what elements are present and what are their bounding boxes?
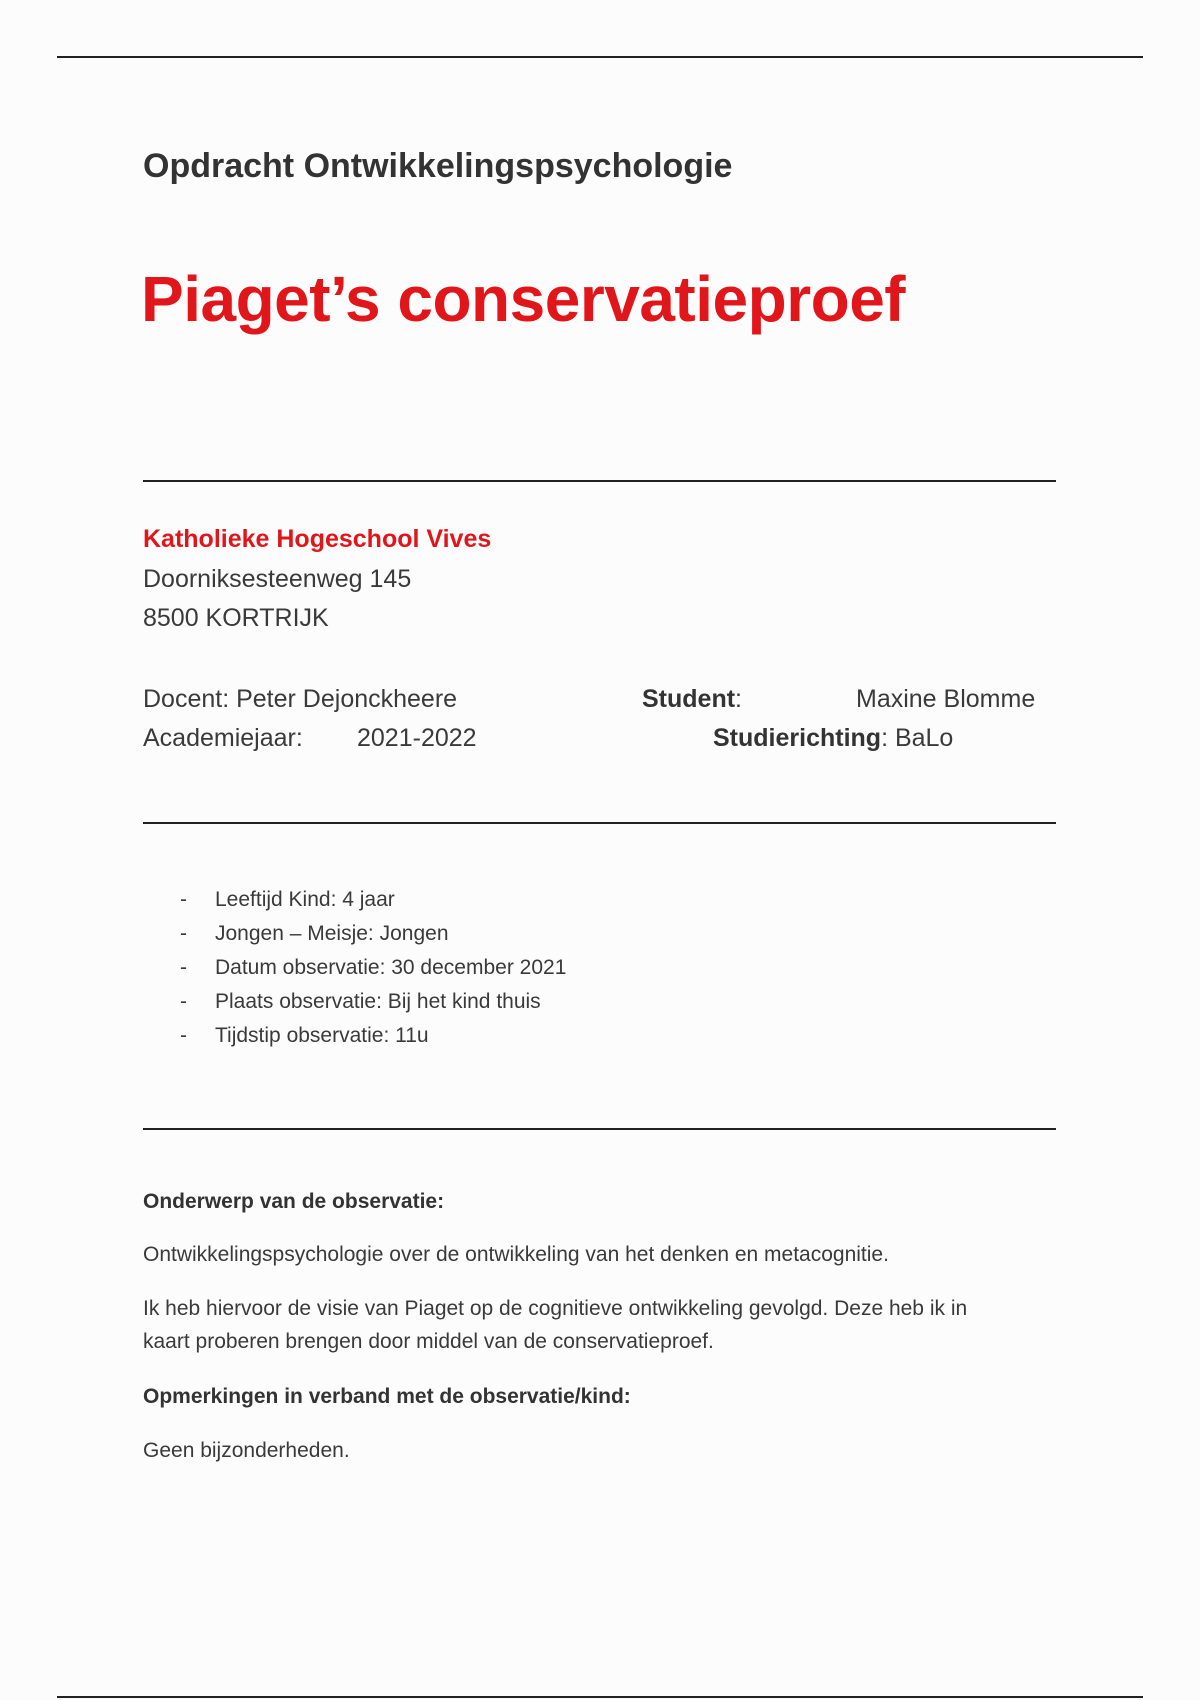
page-bottom-rule bbox=[57, 1696, 1143, 1698]
list-item bbox=[180, 885, 566, 919]
school-street: Doorniksesteenweg 145 bbox=[143, 565, 412, 593]
document-subtitle: Opdracht Ontwikkelingspsychologie bbox=[143, 147, 733, 185]
list-item bbox=[180, 1021, 566, 1055]
year-label: Academiejaar: bbox=[143, 724, 303, 752]
list-dash: - bbox=[180, 922, 187, 945]
list-item-text: Plaats observatie: Bij het kind thuis bbox=[215, 990, 541, 1013]
list-item-text: Leeftijd Kind: 4 jaar bbox=[215, 888, 395, 911]
student-value: Maxine Blomme bbox=[856, 685, 1036, 713]
year-value: 2021-2022 bbox=[357, 724, 477, 752]
section-heading-onderwerp: Onderwerp van de observatie: bbox=[143, 1190, 445, 1213]
student-label bbox=[642, 685, 742, 714]
paragraph-visie-line-2: kaart proberen brengen door middel van de conservatieproef. bbox=[143, 1330, 714, 1353]
divider-2 bbox=[143, 822, 1056, 824]
docent-line: Docent: Peter Dejonckheere bbox=[143, 685, 458, 713]
paragraph-visie bbox=[143, 1292, 1043, 1358]
school-name: Katholieke Hogeschool Vives bbox=[143, 525, 492, 553]
list-item bbox=[180, 953, 566, 987]
list-dash: - bbox=[180, 1024, 187, 1047]
list-dash: - bbox=[180, 990, 187, 1013]
page-top-rule bbox=[57, 56, 1143, 58]
list-dash: - bbox=[180, 888, 187, 911]
paragraph-onderwerp: Ontwikkelingspsychologie over de ontwikkeling van het denken en metacognitie. bbox=[143, 1243, 889, 1266]
divider-3 bbox=[143, 1128, 1056, 1130]
school-city: 8500 KORTRIJK bbox=[143, 604, 329, 632]
list-item bbox=[180, 987, 566, 1021]
section-heading-opmerkingen: Opmerkingen in verband met de observatie/kind: bbox=[143, 1385, 631, 1408]
list-dash: - bbox=[180, 956, 187, 979]
divider-1 bbox=[143, 480, 1056, 482]
list-item-text: Jongen – Meisje: Jongen bbox=[215, 922, 449, 945]
observation-facts-list bbox=[180, 885, 566, 1055]
studierichting bbox=[713, 724, 953, 753]
paragraph-opmerkingen: Geen bijzonderheden. bbox=[143, 1439, 350, 1462]
list-item-text: Datum observatie: 30 december 2021 bbox=[215, 956, 567, 979]
studierichting-label: Studierichting bbox=[713, 724, 882, 752]
student-label-text: Student bbox=[642, 685, 736, 713]
student-colon: : bbox=[735, 685, 742, 713]
list-item-text: Tijdstip observatie: 11u bbox=[215, 1024, 429, 1047]
studierichting-value: : BaLo bbox=[881, 724, 954, 752]
paragraph-visie-line-1: Ik heb hiervoor de visie van Piaget op de cognitieve ontwikkeling gevolgd. Deze heb ik in bbox=[143, 1297, 968, 1320]
list-item bbox=[180, 919, 566, 953]
document-title: Piaget’s conservatieproef bbox=[141, 263, 906, 335]
